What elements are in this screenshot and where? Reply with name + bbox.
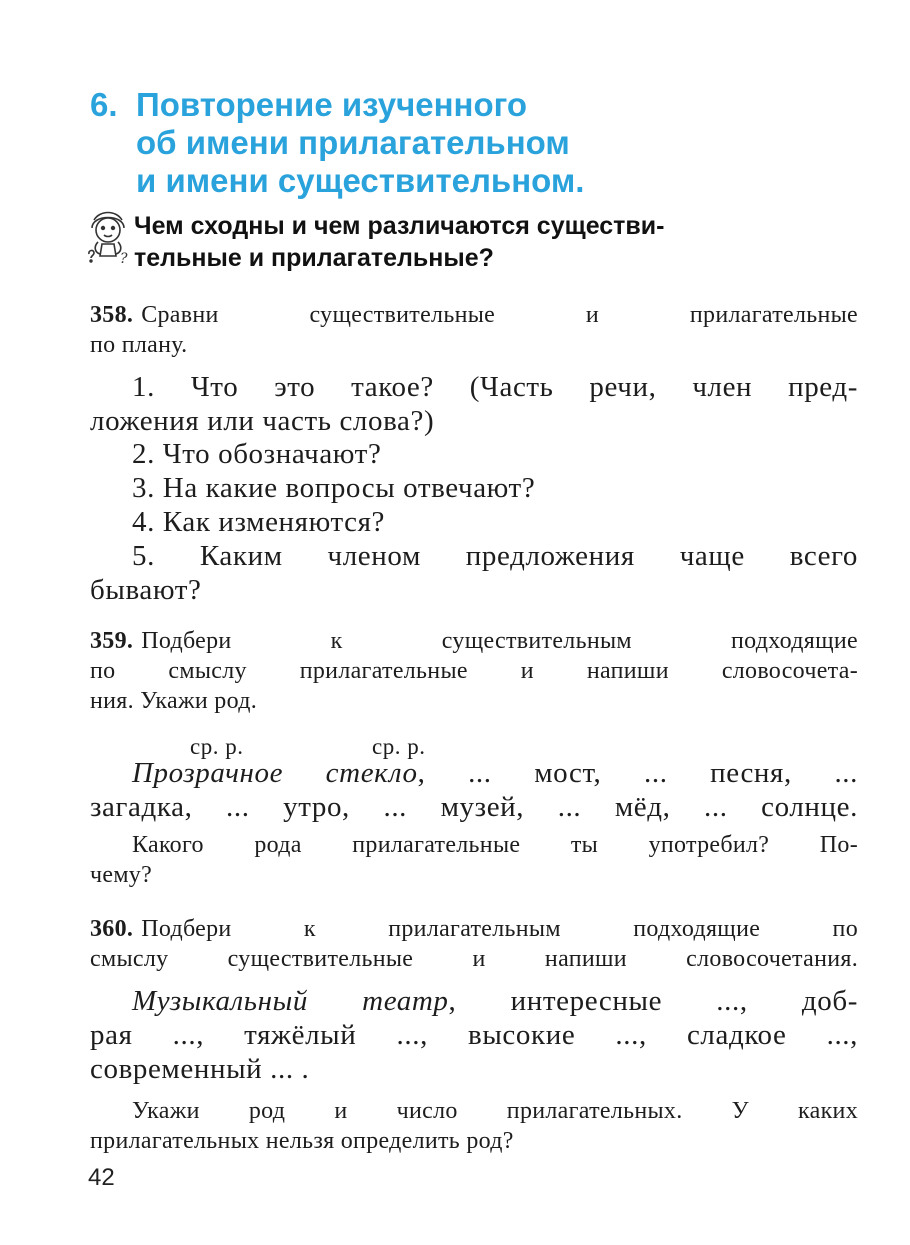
- exercise-359-example: Прозрачное стекло, ... мост, ... песня, ... загадка, ... утро, ... музей, ... мёд, ... солнце.: [90, 757, 858, 823]
- example-360-italic-phrase: Музыкальный театр: [132, 985, 449, 1017]
- exercise-359-example-line-2: загадка, ... утро, ... музей, ... мёд, ... солнце.: [90, 791, 858, 823]
- exercise-358-number: 358.: [90, 302, 134, 328]
- exercise-359-intro-line-3: ния. Укажи род.: [90, 688, 258, 714]
- plan-item-4: 4. Как изменяются?: [132, 506, 386, 538]
- chapter-title-line-1: Повторение изученного: [136, 86, 528, 123]
- plan-item-3: 3. На какие вопросы отвечают?: [132, 472, 536, 504]
- example-italic-phrase: Прозрачное стекло: [132, 757, 418, 789]
- exercise-360-intro-line-2: смыслу существительные и напиши словосочетания.: [90, 946, 858, 972]
- exercise-360-example: Музыкальный театр, интересные ..., доб- рая ..., тяжёлый ..., высокие ..., сладкое ..., современный ... .: [90, 985, 858, 1085]
- exercise-360-number: 360.: [90, 916, 134, 942]
- plan-item-5: 5. Каким членом предложения чаще всего бывают?: [90, 540, 858, 606]
- exercise-359-question: Какого рода прилагательные ты употребил? По- чему?: [90, 832, 858, 888]
- exercise-360-intro: [90, 914, 858, 974]
- question-line-1: Чем сходны и чем различаются существи-: [134, 212, 665, 240]
- exercise-360-example-line-3: современный ... .: [90, 1053, 310, 1085]
- guiding-question: [134, 210, 864, 274]
- plan-item-2: 2. Что обозначают?: [132, 438, 382, 470]
- exercise-359-intro-line-2: по смыслу прилагательные и напиши словосочета-: [90, 658, 858, 684]
- plan-item-1: 1. Что это такое? (Часть речи, член пред- ложения или часть слова?): [90, 371, 858, 437]
- page-number: 42: [88, 1164, 115, 1191]
- chapter-title-line-3: и имени существительном.: [136, 162, 585, 199]
- exercise-358-intro-line-2: по плану.: [90, 332, 188, 358]
- chapter-title-line-2: об имени прилагательном: [136, 124, 570, 161]
- question-line-2: тельные и прилагательные?: [134, 244, 494, 272]
- thinking-child-icon: [86, 208, 130, 266]
- exercise-360-question: Укажи род и число прилагательных. У каких прилагательных нельзя определить род?: [90, 1098, 858, 1154]
- chapter-number: 6.: [90, 86, 118, 123]
- exercise-359-number: 359.: [90, 628, 134, 654]
- exercise-358-intro: [90, 300, 858, 360]
- question-mark-glyph: ?: [120, 251, 128, 266]
- exercise-359-intro-line-1: Подбери к существительным подходящие: [141, 628, 858, 654]
- gender-abbr-1: ср. р.: [190, 734, 244, 759]
- exercise-360-intro-line-1: Подбери к прилагательным подходящие по: [141, 916, 858, 942]
- exercise-360-example-line-2: рая ..., тяжёлый ..., высокие ..., сладкое ...,: [90, 1019, 858, 1051]
- exercise-358-intro-line-1: Сравни существительные и прилагательные: [141, 302, 858, 328]
- exercise-359-intro: [90, 626, 858, 716]
- gender-abbr-2: ср. р.: [372, 734, 426, 759]
